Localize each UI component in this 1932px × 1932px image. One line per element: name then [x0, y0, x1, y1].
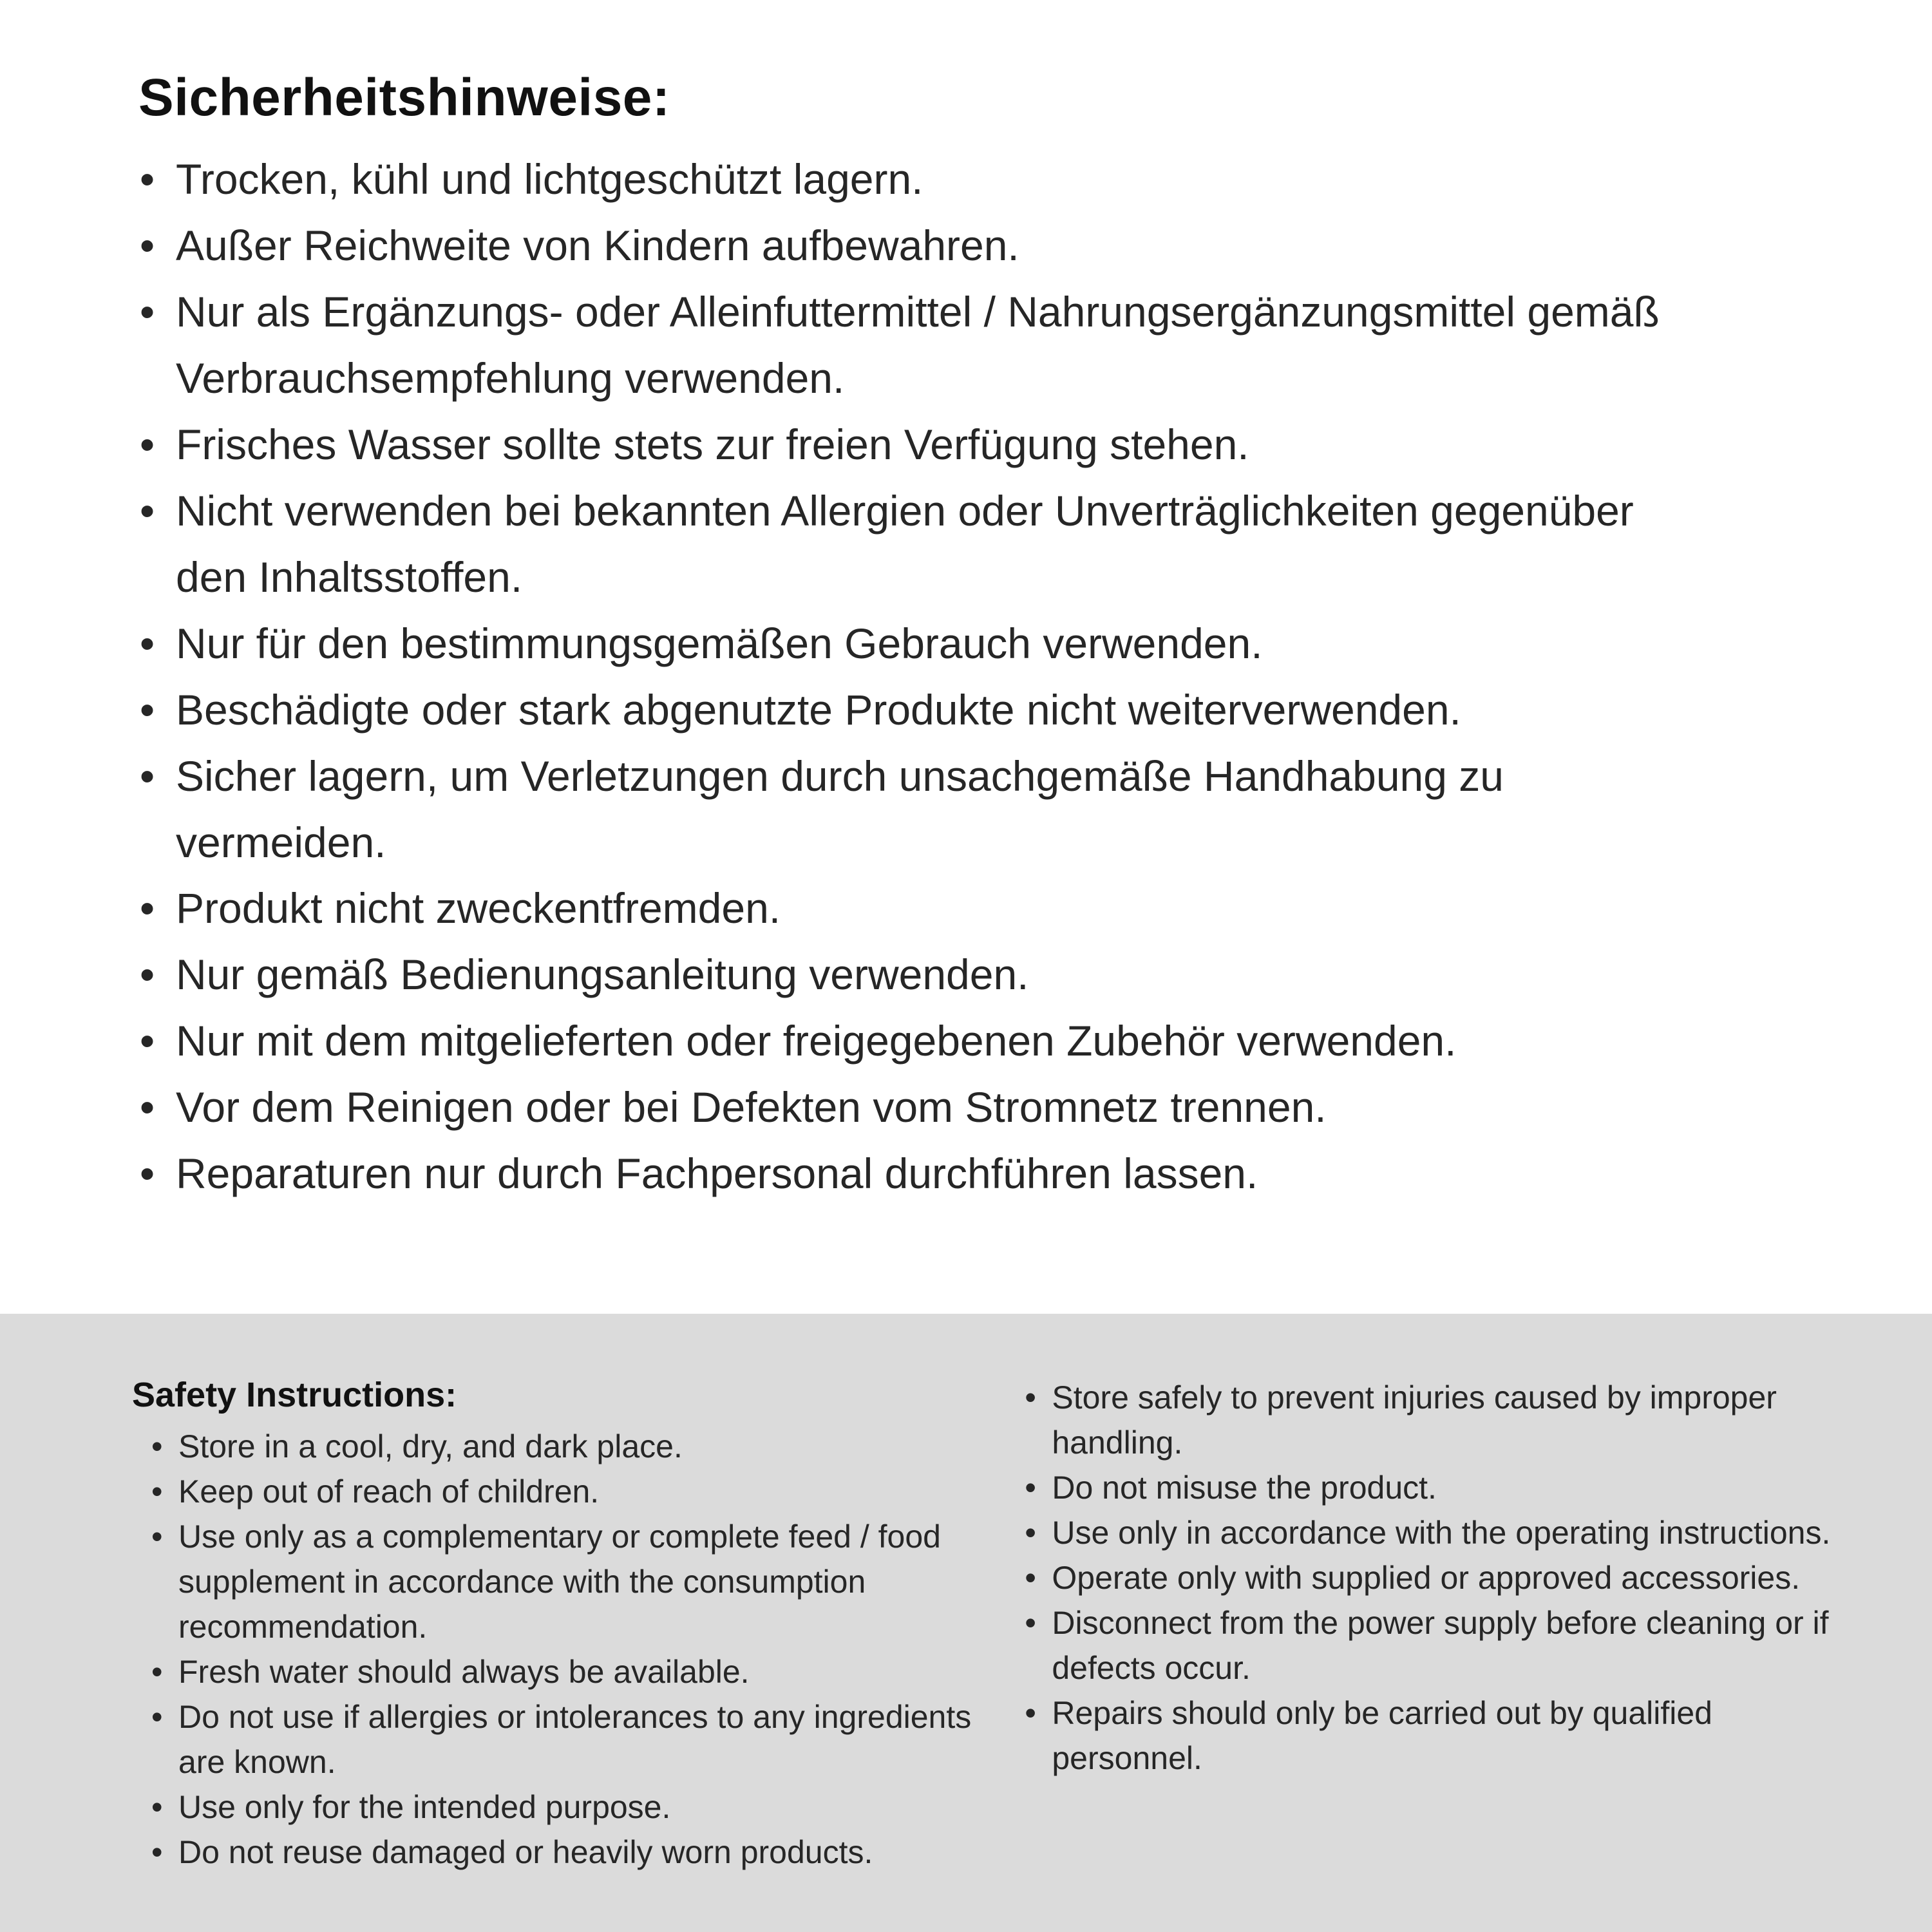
english-safety-item: • Keep out of reach of children. — [150, 1469, 978, 1514]
english-safety-item: • Use only for the intended purpose. — [150, 1785, 978, 1830]
german-safety-item: • Nur als Ergänzungs- oder Alleinfuttermittel / Nahrungsergänzungsmittel gemäß Verbrauchsempfehlung verwenden. — [138, 279, 1716, 412]
english-right-column — [1023, 1375, 1835, 1932]
german-safety-item: • Nur für den bestimmungsgemäßen Gebrauch verwenden. — [138, 611, 1716, 677]
english-safety-item: • Use only as a complementary or complete feed / food supplement in accordance with the consumption recommendation. — [150, 1514, 978, 1649]
english-safety-item: • Do not misuse the product. — [1023, 1465, 1835, 1510]
german-safety-item: • Beschädigte oder stark abgenutzte Produkte nicht weiterverwenden. — [138, 677, 1716, 743]
german-safety-item: • Nur gemäß Bedienungsanleitung verwenden. — [138, 942, 1716, 1008]
english-safety-list-left — [132, 1424, 978, 1875]
english-safety-item: • Store in a cool, dry, and dark place. — [150, 1424, 978, 1469]
english-section — [0, 1314, 1932, 1932]
german-safety-item: • Nur mit dem mitgelieferten oder freigegebenen Zubehör verwenden. — [138, 1008, 1716, 1074]
english-safety-item: • Fresh water should always be available. — [150, 1649, 978, 1694]
german-safety-item: • Vor dem Reinigen oder bei Defekten vom Stromnetz trennen. — [138, 1074, 1716, 1141]
english-safety-item: • Do not use if allergies or intolerances to any ingredients are known. — [150, 1694, 978, 1785]
english-safety-item: • Disconnect from the power supply before cleaning or if defects occur. — [1023, 1600, 1835, 1690]
german-safety-item: • Trocken, kühl und lichtgeschützt lagern. — [138, 146, 1716, 213]
german-safety-item: • Außer Reichweite von Kindern aufbewahren. — [138, 213, 1716, 279]
german-safety-item: • Reparaturen nur durch Fachpersonal durchführen lassen. — [138, 1141, 1716, 1207]
german-safety-item: • Frisches Wasser sollte stets zur freien Verfügung stehen. — [138, 412, 1716, 478]
english-left-column — [132, 1375, 978, 1932]
english-safety-item: • Repairs should only be carried out by qualified personnel. — [1023, 1690, 1835, 1781]
german-safety-item: • Nicht verwenden bei bekannten Allergien oder Unverträglichkeiten gegenüber den Inhaltsstoffen. — [138, 478, 1716, 611]
english-safety-item: • Store safely to prevent injuries caused by improper handling. — [1023, 1375, 1835, 1465]
english-safety-item: • Use only in accordance with the operating instructions. — [1023, 1510, 1835, 1555]
german-safety-item: • Produkt nicht zweckentfremden. — [138, 875, 1716, 942]
english-safety-item: • Do not reuse damaged or heavily worn products. — [150, 1830, 978, 1875]
english-safety-list-right — [1023, 1375, 1835, 1781]
german-safety-list — [138, 146, 1716, 1207]
english-title: Safety Instructions: — [132, 1376, 457, 1414]
german-title: Sicherheitshinweise: — [138, 68, 670, 127]
german-safety-item: • Sicher lagern, um Verletzungen durch unsachgemäße Handhabung zu vermeiden. — [138, 743, 1716, 876]
english-safety-item: • Operate only with supplied or approved accessories. — [1023, 1555, 1835, 1600]
